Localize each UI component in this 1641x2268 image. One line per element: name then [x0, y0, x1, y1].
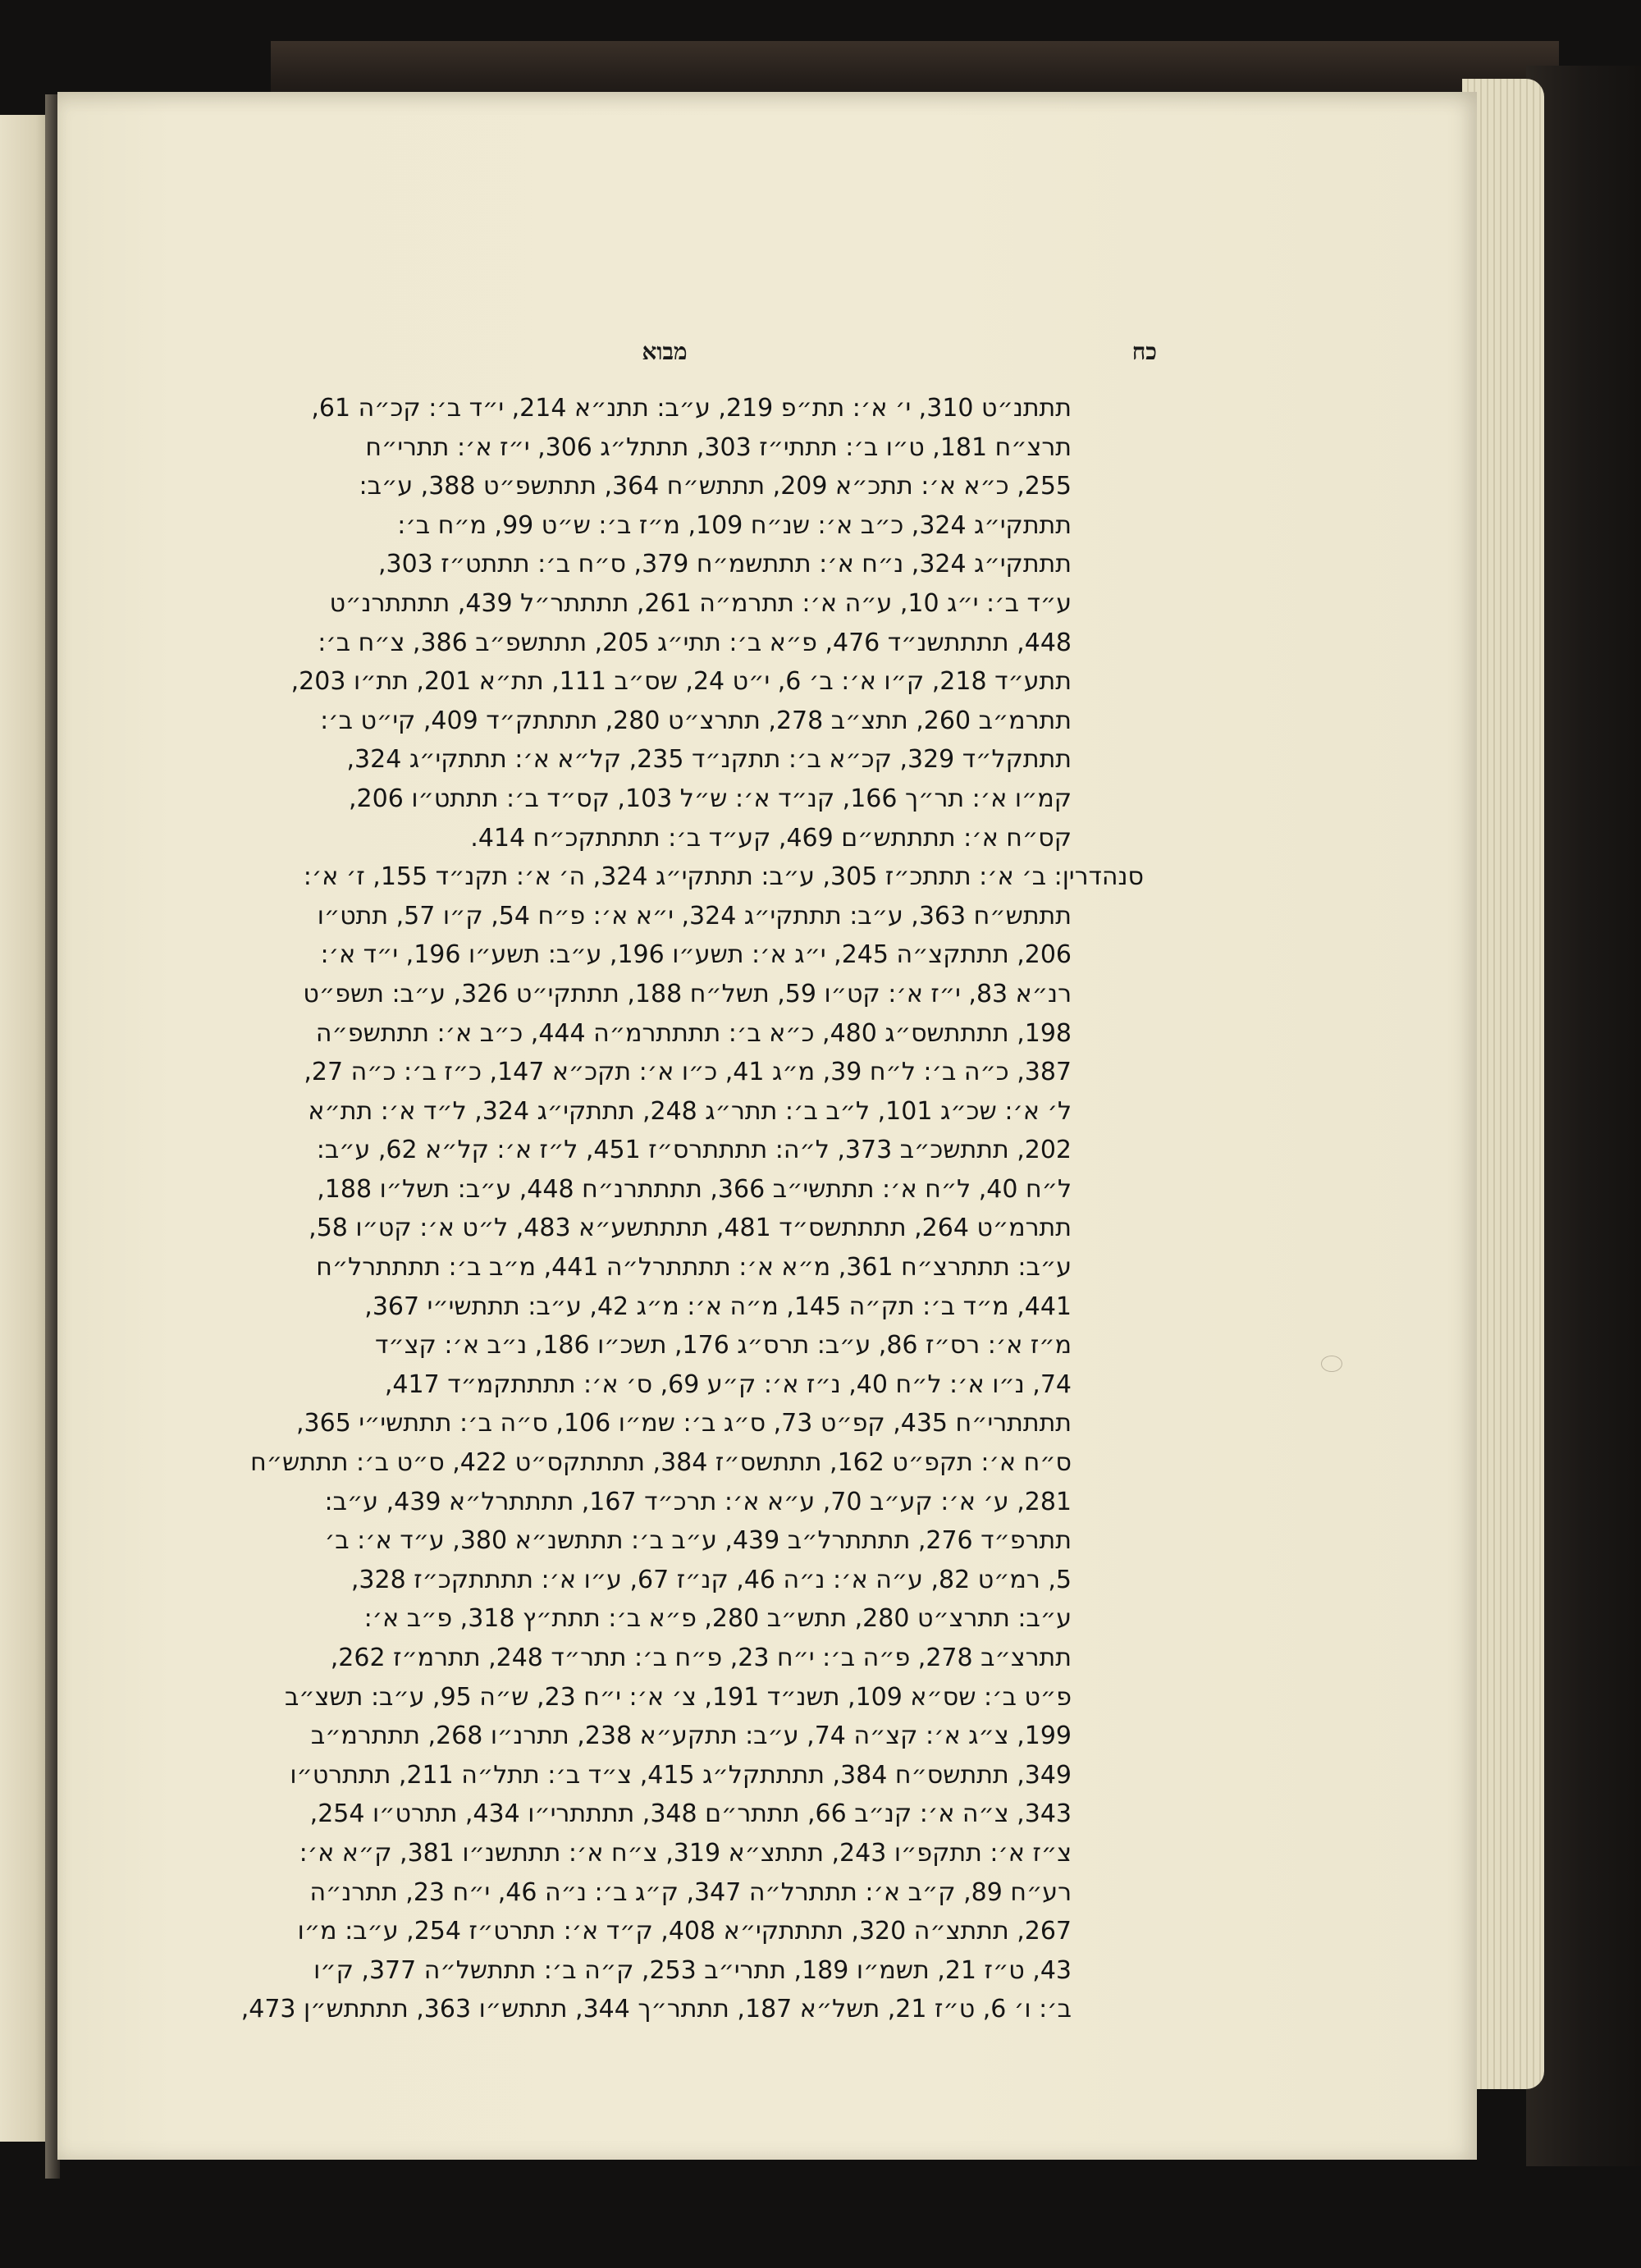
- text-line: מ״ז א׳: רס״ז 86, ע״ב: תרס״ג 176, תשכ״ו 186, נ״ב א׳: קצ״ד: [375, 1331, 1072, 1360]
- text-line: תתרצ״ב 278, פ״ה ב׳: י״ח 23, פ״ח ב׳: תתר״ד 248, תתרמ״ז 262,: [330, 1644, 1072, 1672]
- text-line: תתתקי״ג 324, כ״ב א׳: שנ״ח 109, מ״ז ב׳: ש״ט 99, מ״ח ב׳:: [397, 510, 1072, 540]
- text-line: תתרפ״ד 276, תתתתרל״ב 439, ע״ב ב׳: תתתשנ״א 380, ע״ד א׳: ב׳: [324, 1526, 1072, 1556]
- facing-page-edge: [0, 115, 51, 2142]
- text-line: 448, תתתתשנ״ד 476, פ״א ב׳: תתי״ג 205, תתתשפ״ב 386, צ״ח ב׳:: [318, 628, 1072, 657]
- text-line: ב׳: ו׳ 6, ט״ז 21, תשל״א 187, תתתר״ך 344, תתתש״ו 363, תתתתש״ן 473,: [240, 1995, 1072, 2024]
- text-line: תתע״ד 218, ק״ו א׳: ב׳ 6, י״ט 24, שס״ב 111, תת״א 201, תת״ו 203,: [290, 667, 1072, 697]
- text-line: 5, רמ״ט 82, ע״ה א׳: נ״ה 46, קנ״ז 67, ע״ו א׳: תתתתקכ״ז 328,: [350, 1565, 1072, 1594]
- page-number: כח: [1131, 338, 1157, 365]
- section-title: מבוא: [642, 338, 688, 365]
- text-line: קס״ח א׳: תתתתש״ם 469, קע״ד ב׳: תתתתקכ״ח 414.: [470, 823, 1072, 853]
- text-line: 198, תתתתשס״ג 480, כ״א ב׳: תתתתרמ״ה 444, כ״ב א׳: תתתשפ״ה: [315, 1018, 1072, 1048]
- text-line: 267, תתתצ״ה 320, תתתתקי״א 408, ק״ד א׳: תתרט״ז 254, ע״ב: מ״ו: [297, 1917, 1072, 1946]
- text-line: 74, נ״ו א׳: ל״ח 40, נ״ז א׳: ק״ע 69, ס׳ א׳: תתתתקמ״ד 417,: [384, 1369, 1072, 1399]
- text-line: ע״ב: תתרצ״ט 280, תתש״ב 280, פ״א ב׳: תתת״ץ 318, פ״ב א׳:: [363, 1604, 1072, 1634]
- text-line: 43, ט״ז 21, תשמ״ו 189, תתרי״ב 253, ק״ה ב׳: תתתשל״ה 377, ק״ו: [313, 1955, 1072, 1985]
- text-line: 199, צ״ג א׳: קצ״ה 74, ע״ב: תתקע״א 238, תתרנ״ו 268, תתתרמ״ב: [310, 1722, 1072, 1751]
- text-line: תתתקי״ג 324, נ״ח א׳: תתתשמ״ח 379, ס״ח ב׳: תתתט״ז 303,: [377, 550, 1072, 579]
- text-line: תתתנ״ט 310, י׳ א׳: תת״פ 219, ע״ב: תתנ״א 214, י״ד ב׳: קכ״ה 61,: [311, 394, 1072, 423]
- running-head: [57, 338, 1477, 371]
- text-line: ע״ד ב׳: י״ג 10, ע״ה א׳: תתרמ״ה 261, תתתתר״ל 439, תתתתרנ״ט: [329, 588, 1072, 618]
- text-line: 255, כ״א א׳: תתכ״א 209, תתתש״ח 364, תתתשפ״ט 388, ע״ב:: [359, 472, 1072, 501]
- text-line: 281, ע׳ א׳: קע״ב 70, ע״א א׳: תרכ״ד 167, תתתתרל״א 439, ע״ב:: [324, 1487, 1072, 1516]
- text-line: ל׳ א׳: שכ״ג 101, ל״ב ב׳: תתר״ג 248, תתתקי״ג 324, ל״ד א׳: תת״א: [308, 1096, 1072, 1126]
- text-line: קמ״ו א׳: תר״ך 166, קנ״ד א׳: ש״ל 103, קס״ד ב׳: תתתט״ו 206,: [348, 784, 1072, 813]
- text-line: צ״ז א׳: תתקפ״ו 243, תתתצ״א 319, צ״ח א׳: תתתשנ״ו 381, ק״א א׳:: [299, 1838, 1072, 1868]
- paper-mark: [1321, 1356, 1342, 1372]
- text-line: רע״ח 89, ק״ב א׳: תתתרל״ה 347, ק״ג ב׳: נ״ה 46, י״ח 23, תתרנ״ה: [309, 1877, 1072, 1907]
- index-entries: [194, 389, 1144, 2029]
- text-line: ס״ח א׳: תקפ״ט 162, תתתשס״ז 384, תתתתקס״ט 422, ס״ט ב׳: תתתש״ח: [250, 1448, 1072, 1478]
- text-line: רנ״א 83, י״ז א׳: קט״ו 59, תשל״ח 188, תתתקי״ט 326, ע״ב: תשפ״ט: [303, 979, 1072, 1008]
- tractate-heading-line: סנהדרין: ב׳ א׳: תתתכ״ז 305, ע״ב: תתתקי״ג 324, ה׳ א׳: תקנ״ד 155, ז׳ א׳:: [303, 862, 1144, 892]
- text-line: 349, תתתשס״ח 384, תתתתקל״ג 415, צ״ד ב׳: תתל״ה 211, תתתרט״ו: [290, 1760, 1072, 1790]
- text-line: 202, תתתשכ״ב 373, ל״ה: תתתתרס״ז 451, ל״ז א׳: קל״א 62, ע״ב:: [316, 1136, 1072, 1165]
- text-line: ע״ב: תתתרצ״ח 361, מ״א א׳: תתתתרל״ה 441, מ״ב ב׳: תתתתרל״ח: [316, 1253, 1072, 1283]
- text-line: 387, כ״ה ב׳: ל״ח 39, מ״ג 41, כ״ו א׳: תקכ״א 147, כ״ז ב׳: כ״ה 27,: [304, 1058, 1072, 1087]
- text-line: תתרמ״ט 264, תתתתשס״ד 481, תתתתשע״א 483, ל״ט א׳: קט״ו 58,: [309, 1214, 1072, 1243]
- text-line: ל״ח 40, ל״ח א׳: תתתשי״ב 366, תתתתרנ״ח 448, ע״ב: תשל״ו 188,: [317, 1174, 1072, 1204]
- text-line: תתתקל״ד 329, קכ״א ב׳: תתקנ״ד 235, קל״א א׳: תתתקי״ג 324,: [346, 745, 1072, 775]
- text-line: 441, מ״ד ב׳: תק״ה 145, מ״ה א׳: מ״ג 42, ע״ב: תתתשי״י 367,: [364, 1292, 1072, 1321]
- text-line: תתרמ״ב 260, תתצ״ב 278, תתרצ״ט 280, תתתתק״ד 409, קי״ט ב׳:: [320, 706, 1072, 735]
- text-line: תתתתרי״ח 435, קפ״ט 73, ס״ג ב׳: שמ״ו 106, ס״ה ב׳: תתתשי״י 365,: [295, 1409, 1072, 1438]
- book-page: [57, 92, 1477, 2160]
- text-line: תתתש״ח 363, ע״ב: תתתקי״ג 324, י״א א׳: פ״ח 54, ק״ו 57, תתט״ו: [317, 901, 1072, 931]
- text-line: תרצ״ח 181, ט״ו ב׳: תתתי״ז 303, תתתל״ג 306, י״ז א׳: תתרי״ח: [365, 432, 1072, 462]
- text-line: 206, תתתקצ״ה 245, י״ג א׳: תשע״ו 196, ע״ב: תשע״ו 196, י״ד א׳:: [320, 940, 1072, 970]
- text-line: 343, צ״ה א׳: קנ״ב 66, תתתר״ם 348, תתתתרי״ו 434, תתרט״ו 254,: [309, 1799, 1072, 1829]
- text-line: פ״ט ב׳: שס״א 109, תשנ״ד 191, צ׳ א׳: י״ח 23, ש״ה 95, ע״ב: תשצ״ב: [284, 1682, 1072, 1712]
